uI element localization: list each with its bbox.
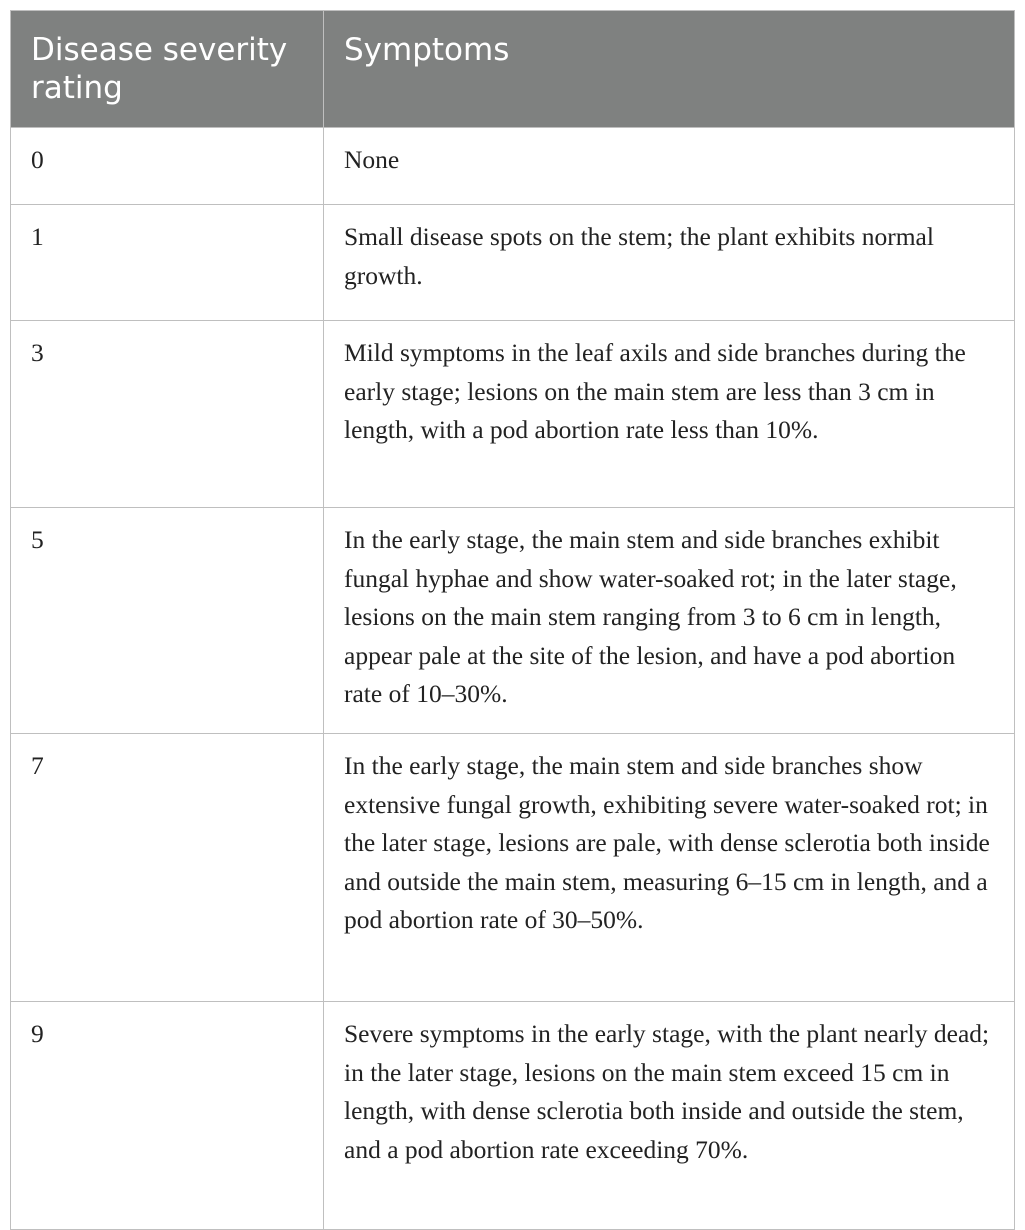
rating-cell: 3	[11, 321, 324, 508]
rating-cell: 0	[11, 128, 324, 205]
rating-cell: 5	[11, 508, 324, 734]
symptoms-cell: None	[324, 128, 1015, 205]
table-row	[11, 205, 1015, 321]
symptoms-cell: Severe symptoms in the early stage, with the plant nearly dead; in the later stage, lesions on the main stem exceed 15 cm in length, with dense sclerotia both inside and outside the stem, and a pod abortion rate exceeding 70%.	[324, 1002, 1015, 1230]
symptoms-cell: Small disease spots on the stem; the plant exhibits normal growth.	[324, 205, 1015, 321]
table-row	[11, 1002, 1015, 1230]
table-row	[11, 128, 1015, 205]
symptoms-cell: In the early stage, the main stem and side branches show extensive fungal growth, exhibiting severe water-soaked rot; in the later stage, lesions are pale, with dense sclerotia both inside and outside the main stem, measuring 6–15 cm in length, and a pod abortion rate of 30–50%.	[324, 734, 1015, 1002]
table-row	[11, 734, 1015, 1002]
table-header-row	[11, 11, 1015, 128]
table-row	[11, 508, 1015, 734]
header-symptoms: Symptoms	[324, 11, 1015, 128]
severity-table-container	[10, 10, 1014, 1230]
rating-cell: 9	[11, 1002, 324, 1230]
header-rating: Disease severity rating	[11, 11, 324, 128]
disease-severity-table	[10, 10, 1015, 1230]
table-row	[11, 321, 1015, 508]
symptoms-cell: In the early stage, the main stem and side branches exhibit fungal hyphae and show water-soaked rot; in the later stage, lesions on the main stem ranging from 3 to 6 cm in length, appear pale at the site of the lesion, and have a pod abortion rate of 10–30%.	[324, 508, 1015, 734]
symptoms-cell: Mild symptoms in the leaf axils and side branches during the early stage; lesions on the main stem are less than 3 cm in length, with a pod abortion rate less than 10%.	[324, 321, 1015, 508]
rating-cell: 7	[11, 734, 324, 1002]
rating-cell: 1	[11, 205, 324, 321]
